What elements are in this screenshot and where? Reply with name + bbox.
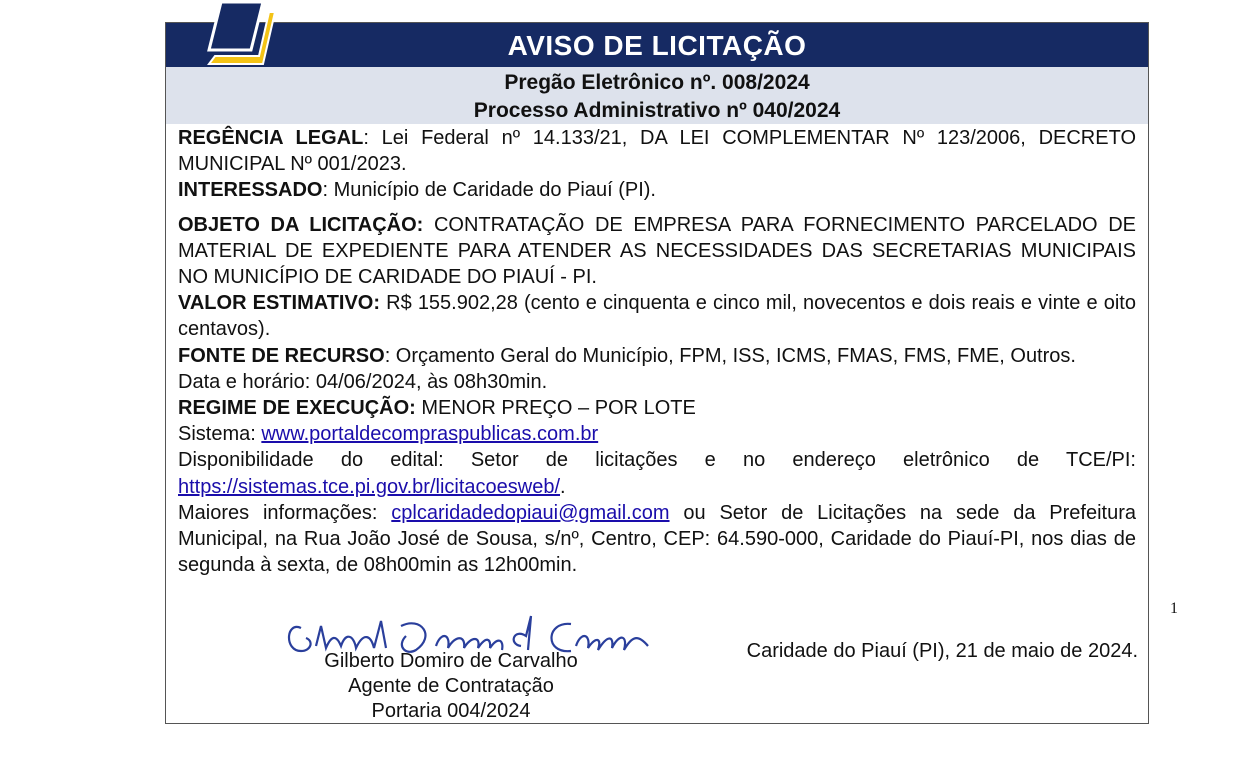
dateline: Caridade do Piauí (PI), 21 de maio de 2024.	[746, 640, 1138, 662]
interessado-label: INTERESSADO	[178, 179, 323, 202]
interessado-paragraph	[178, 177, 1136, 203]
objeto-label: OBJETO DA LICITAÇÃO:	[178, 213, 424, 236]
regime-label: REGIME DE EXECUÇÃO:	[178, 397, 416, 420]
fonte-paragraph	[178, 343, 1136, 369]
signature-block	[291, 616, 611, 724]
notice-body	[178, 125, 1136, 578]
page-number: 1	[1170, 600, 1178, 617]
fonte-label: FONTE DE RECURSO	[178, 344, 385, 367]
interessado-text: : Município de Caridade do Piauí (PI).	[322, 179, 656, 202]
notice-frame	[165, 22, 1149, 724]
signer-role: Agente de Contratação	[348, 675, 554, 697]
regime-paragraph	[178, 395, 1136, 421]
info-email-link[interactable]: cplcaridadedopiaui@gmail.com	[391, 501, 670, 524]
regime-text: MENOR PREÇO – POR LOTE	[415, 397, 696, 420]
objeto-paragraph	[178, 212, 1136, 291]
regencia-paragraph	[178, 125, 1136, 177]
regencia-text: : Lei Federal nº 14.133/21, DA LEI COMPLEMENTAR Nº 123/2006, DECRETO MUNICIPAL Nº 001/2023.	[178, 127, 1136, 176]
valor-label: VALOR ESTIMATIVO:	[178, 292, 381, 315]
sistema-prefix: Sistema:	[178, 423, 262, 446]
edital-suffix: .	[560, 475, 566, 498]
info-prefix: Maiores informações:	[178, 501, 392, 524]
sistema-link[interactable]: www.portaldecompraspublicas.com.br	[261, 423, 599, 446]
logo-icon	[201, 0, 281, 70]
notice-subheader	[166, 67, 1148, 124]
pregao-number: Pregão Eletrônico nº. 008/2024	[504, 71, 810, 94]
edital-link[interactable]: https://sistemas.tce.pi.gov.br/licitacoesweb/	[178, 475, 561, 498]
edital-text: Disponibilidade do edital: Setor de licitações e no endereço eletrônico de TCE/PI:	[178, 449, 1136, 472]
fonte-text: : Orçamento Geral do Município, FPM, ISS, ICMS, FMAS, FMS, FME, Outros.	[384, 344, 1076, 367]
notice-header	[166, 23, 1148, 67]
signer-portaria: Portaria 004/2024	[371, 700, 531, 722]
objeto-text: CONTRATAÇÃO DE EMPRESA PARA FORNECIMENTO PARCELADO DE MATERIAL DE EXPEDIENTE PARA ATENDER AS NECESSIDADES DAS SECRETARIAS MUNICIPAIS NO MUNICÍPIO DE CARIDADE DO PIAUÍ - PI.	[178, 213, 1137, 289]
edital-paragraph	[178, 447, 1136, 499]
notice-title: AVISO DE LICITAÇÃO	[507, 30, 807, 61]
info-paragraph	[178, 500, 1136, 579]
regencia-label: REGÊNCIA LEGAL	[178, 127, 364, 149]
data-horario: Data e horário: 04/06/2024, às 08h30min.	[178, 370, 548, 393]
valor-paragraph	[178, 290, 1136, 342]
processo-number: Processo Administrativo nº 040/2024	[473, 99, 841, 122]
info-text: ou Setor de Licitações na sede da Prefeitura Municipal, na Rua João José de Sousa, s/nº, Centro, CEP: 64.590-000, Caridade do Piauí-PI, nos dias de segunda à sexta, de 08h00min as 12h00min.	[178, 501, 1136, 577]
signature-text	[291, 649, 611, 724]
signer-name: Gilberto Domiro de Carvalho	[324, 650, 578, 672]
sistema-paragraph	[178, 421, 1136, 447]
valor-text: R$ 155.902,28 (cento e cinquenta e cinco mil, novecentos e dois reais e vinte e oito centavos).	[178, 292, 1136, 341]
